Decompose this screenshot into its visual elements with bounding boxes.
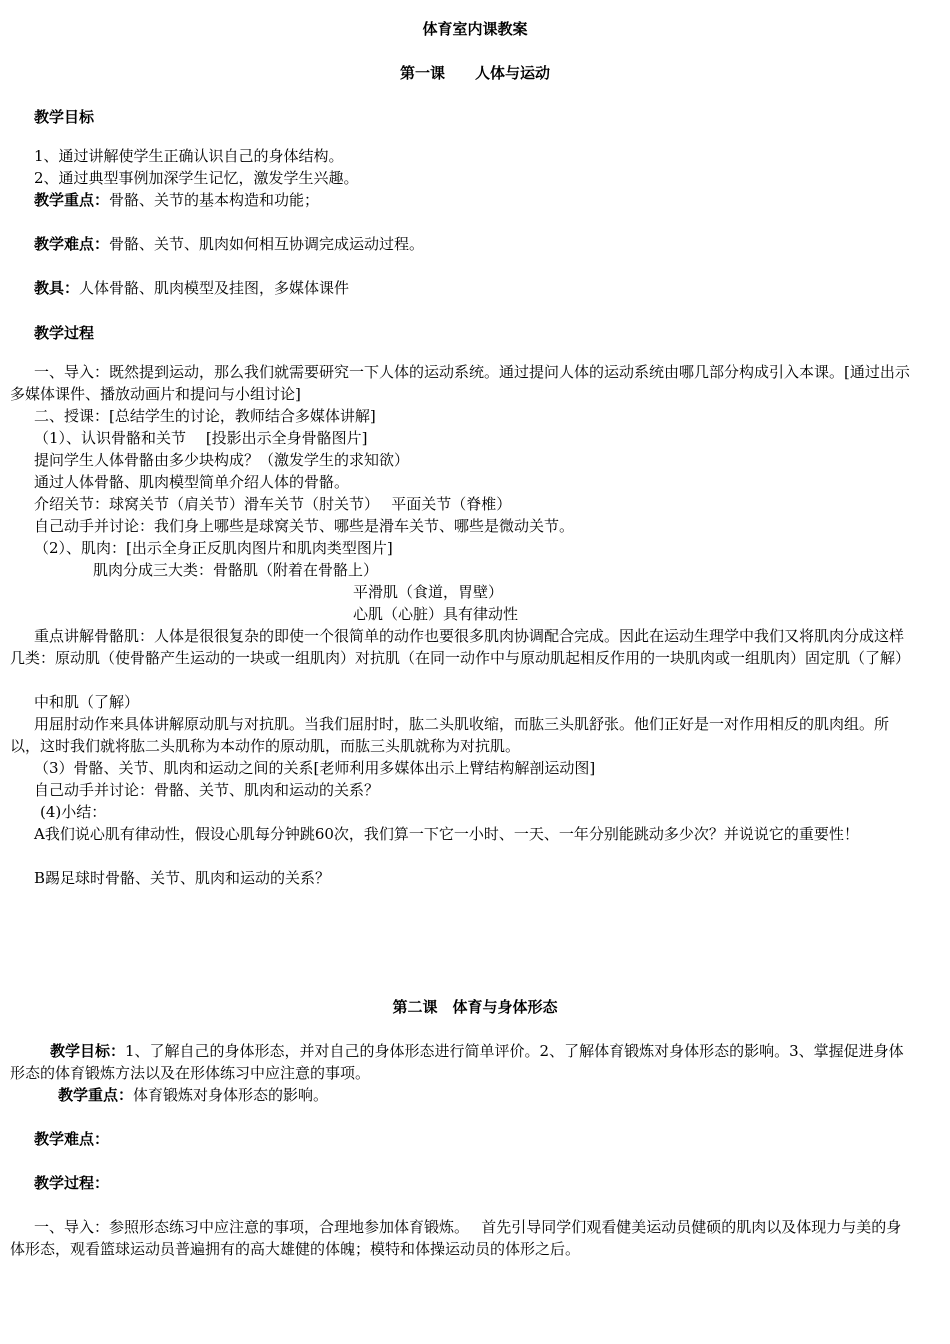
lesson2-process-label: 教学过程： — [34, 1174, 110, 1192]
lesson1-difficulty-label: 教学难点： — [34, 235, 110, 253]
lesson1-paragraph: 提问学生人体骨骼由多少块构成？（激发学生的求知欲） — [34, 451, 410, 469]
lesson1-paragraph: 中和肌（了解） — [34, 693, 140, 711]
lesson2-paragraph-intro: 一、导入：参照形态练习中应注意的事项，合理地参加体育锻炼。 首先引导同学们观看健美运动员健硕的肌肉以及体现力与美的身体形态，观看篮球运动员普遍拥有的高大雄健的体魄；模特和体操运动员的体形之后。 — [10, 1218, 902, 1258]
lesson1-paragraph: （3）骨骼、关节、肌肉和运动之间的关系[老师利用多媒体出示上臂结构解剖运动图] — [34, 759, 596, 777]
lesson2-key-point — [58, 1084, 950, 1106]
lesson2-title: 第二课 体育与身体形态 — [392, 998, 558, 1016]
lesson1-process-heading: 教学过程 — [34, 324, 95, 342]
lesson1-key-text: 骨骼、关节的基本构造和功能； — [109, 191, 320, 209]
lesson1-muscle-types: 肌肉分成三大类：骨骼肌（附着在骨骼上） — [93, 561, 379, 579]
lesson1-tools — [34, 277, 950, 299]
lesson1-paragraph-elbow: 用屈肘动作来具体讲解原动肌与对抗肌。当我们屈肘时，肱二头肌收缩，而肱三头肌舒张。他们正好是一对作用相反的肌肉组。所以，这时我们就将肱二头肌称为本动作的原动肌，而肱三头肌就称为对抗肌。 — [10, 715, 890, 755]
lesson2-key-text: 体育锻炼对身体形态的影响。 — [133, 1086, 329, 1104]
lesson1-goal-2: 2、通过典型事例加深学生记忆，激发学生兴趣。 — [34, 169, 359, 187]
lesson2-difficulty-label: 教学难点： — [34, 1130, 110, 1148]
lesson1-summary-b: B踢足球时骨骼、关节、肌肉和运动的关系？ — [34, 869, 331, 887]
lesson2-goals — [10, 1040, 916, 1084]
lesson1-paragraph: 自己动手并讨论：我们身上哪些是球窝关节、哪些是滑车关节、哪些是微动关节。 — [34, 517, 575, 535]
lesson1-title: 第一课 人体与运动 — [399, 64, 550, 82]
lesson1-paragraph: 自己动手并讨论：骨骼、关节、肌肉和运动的关系？ — [34, 781, 380, 799]
lesson1-goals-heading: 教学目标 — [34, 108, 95, 126]
lesson1-goal-1: 1、通过讲解使学生正确认识自己的身体结构。 — [34, 147, 344, 165]
lesson1-muscle-cardiac: 心肌（心脏）具有律动性 — [353, 605, 519, 623]
lesson1-summary-a: A我们说心肌有律动性，假设心肌每分钟跳60次，我们算一下它一小时、一天、一年分别能跳动多少次？并说说它的重要性！ — [34, 825, 859, 843]
lesson1-paragraph: 通过人体骨骼、肌肉模型简单介绍人体的骨骼。 — [34, 473, 350, 491]
lesson2-goals-label: 教学目标： — [50, 1042, 126, 1060]
lesson1-tools-label: 教具： — [34, 279, 80, 297]
lesson2-goals-text: 1、了解自己的身体形态，并对自己的身体形态进行简单评价。2、了解体育锻炼对身体形态的影响。3、掌握促进身体形态的体育锻炼方法以及在形体练习中应注意的事项。 — [10, 1042, 904, 1082]
lesson1-key-label: 教学重点： — [34, 191, 110, 209]
lesson1-paragraph: 介绍关节：球窝关节（肩关节）滑车关节（肘关节） 平面关节（脊椎） — [34, 495, 512, 513]
lesson2-key-label: 教学重点： — [58, 1086, 134, 1104]
lesson1-muscle-smooth: 平滑肌（食道，胃壁） — [353, 583, 504, 601]
lesson1-paragraph: 二、授课：[总结学生的讨论，教师结合多媒体讲解] — [34, 407, 376, 425]
lesson1-paragraph: （1）、认识骨骼和关节 [投影出示全身骨骼图片] — [34, 429, 368, 447]
lesson1-summary-heading: (4)小结： — [40, 803, 107, 821]
lesson1-difficulty-text: 骨骼、关节、肌肉如何相互协调完成运动过程。 — [109, 235, 425, 253]
lesson1-paragraph: （2）、肌肉：[出示全身正反肌肉图片和肌肉类型图片] — [34, 539, 393, 557]
lesson1-tools-text: 人体骨骼、肌肉模型及挂图，多媒体课件 — [79, 279, 350, 297]
lesson1-paragraph-intro: 一、导入：既然提到运动，那么我们就需要研究一下人体的运动系统。通过提问人体的运动系统由哪几部分构成引入本课。[通过出示多媒体课件、播放动画片和提问与小组讨论] — [10, 363, 910, 403]
document-title: 体育室内课教案 — [422, 20, 528, 38]
lesson1-paragraph-skeletal: 重点讲解骨骼肌：人体是很很复杂的即使一个很简单的动作也要很多肌肉协调配合完成。因此在运动生理学中我们又将肌肉分成这样几类：原动肌（使骨骼产生运动的一块或一组肌肉）对抗肌（在同一动作中与原动肌起相反作用的一块肌肉或一组肌肉）固定肌（了解） — [10, 627, 911, 667]
lesson1-key-point — [34, 189, 950, 211]
lesson1-difficulty — [34, 233, 950, 255]
